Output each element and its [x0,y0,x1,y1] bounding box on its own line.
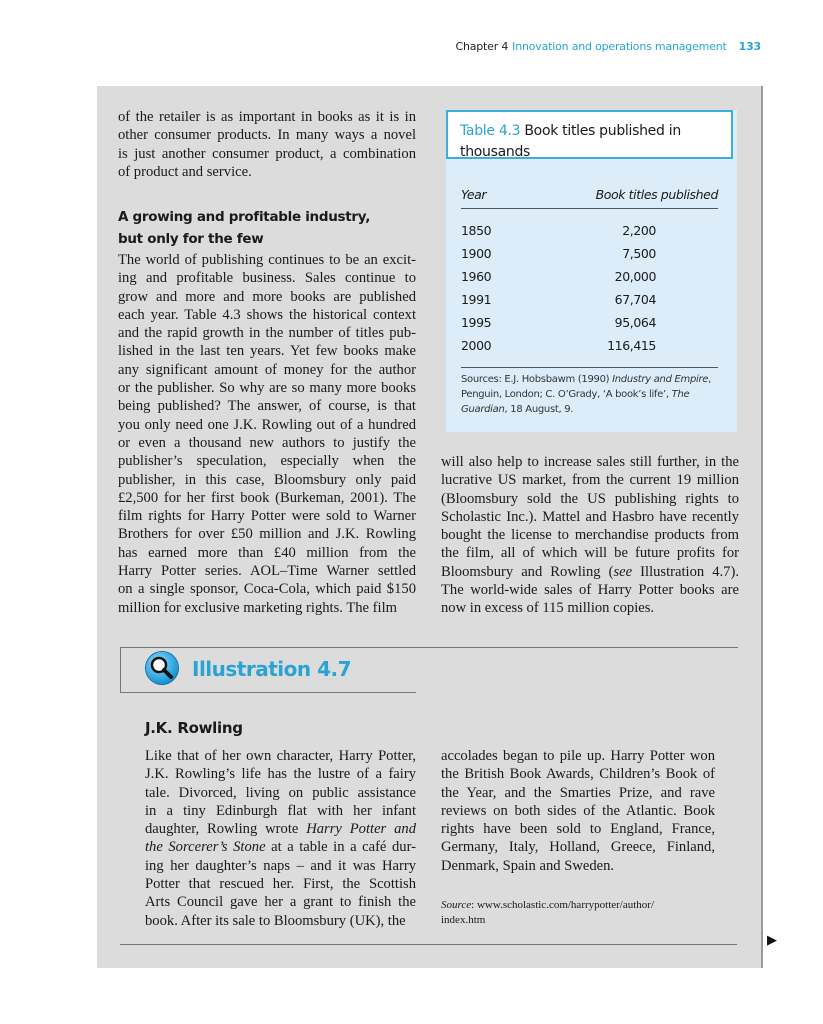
text-line: in a tiny Edinburgh flat with her infant [145,802,416,819]
year-cell: 1995 [461,315,492,330]
divider [120,944,737,945]
source-part: Industry and Empire [612,374,709,385]
year-cell: 1900 [461,246,492,261]
text-line: publisher, in this case, Bloomsbury only paid [118,471,416,488]
divider [461,367,718,368]
text-line: and the rapid growth in the number of titles pub- [118,325,416,342]
text-line: the Sorcerer’s Stone at a table in a café dur- [145,839,416,856]
illustration-label: Illustration 4.7 [192,657,352,681]
table-row [461,315,656,330]
text-line: £2,500 for her first book (Burkeman, 2001). The [118,489,416,506]
text-line: Brothers for over £50 million and J.K. Rowling [118,526,416,543]
text-line: other consumer products. In many ways a novel [118,127,416,144]
text-line: or the publisher. So why are so many more books [118,380,416,397]
text-line: lucrative US market, from the current 19 million [441,472,739,489]
table-title: Book titles published in thousands [460,123,681,160]
text-line: is just another consumer product, a combination [118,145,416,162]
text-line: Bloomsbury and Rowling (see Illustration 4.7). [441,563,739,580]
year-cell: 1850 [461,223,492,238]
value-cell: 67,704 [614,292,656,307]
value-cell: 2,200 [622,223,656,238]
source-label: Source [441,899,472,911]
source-url: : www.scholastic.com/harrypotter/author/ [471,899,655,911]
text-line: tale. Divorced, living on public assistance [145,784,416,801]
triangle-right-icon[interactable]: ▶ [767,932,777,947]
text-line: Potter that rescued her. First, the Scottish [145,876,416,893]
year-cell: 1960 [461,269,492,284]
text-line: film rights for Harry Potter were sold to Warner [118,508,416,525]
intro-paragraph [118,108,416,181]
source-part: , 18 August, 9. [504,404,574,415]
heading-line: A growing and profitable industry, [118,209,371,225]
text-line: now in excess of 115 million copies. [441,600,655,617]
value-cell: 95,064 [614,315,656,330]
table-sources [461,372,726,417]
divider [461,208,718,209]
text-line: reviews on both sides of the Atlantic. Book [441,802,715,819]
value-cell: 116,415 [607,338,656,353]
table-row [461,223,656,238]
table-row [461,269,656,284]
table-caption [446,110,733,159]
text-line: the film, all of which will be future profits for [441,545,739,562]
year-cell: 2000 [461,338,492,353]
text-line: daughter, Rowling wrote Harry Potter and [145,821,416,838]
magnifier-icon [146,652,178,684]
text-line: bought the license to merchandise products from [441,527,739,544]
text-line: rights have been sold to England, France, [441,821,715,838]
text-line: each year. Table 4.3 shows the historical context [118,306,416,323]
text-line: of product and service. [118,163,252,180]
text-line: Harry Potter series. AOL–Time Warner settled [118,563,416,580]
table-row [461,246,656,261]
text-line: being published? The answer, of course, is that [118,398,416,415]
text-line: or even a thousand new authors to justify the [118,434,416,451]
text-line: million for exclusive marketing rights. The film [118,599,397,616]
illustration-right-column [441,747,715,875]
text-line: grow and more and more books are published [118,288,416,305]
text-line: J.K. Rowling’s life has the lustre of a fairy [145,766,416,783]
text-line: (Bloomsbury sold the US publishing rights to [441,490,739,507]
text-line: you only need one J.K. Rowling out of a hundred [118,416,416,433]
body-right-column [441,453,739,618]
running-header [455,40,761,53]
text-line: Scholastic Inc.). Mattel and Hasbro have recently [441,508,739,525]
year-cell: 1991 [461,292,492,307]
text-line: ing and profitable business. Sales continue to [118,270,416,287]
text-line: on a single sponsor, Coca-Cola, which paid $150 [118,581,416,598]
column-header-year: Year [461,187,487,202]
heading-line: but only for the few [118,231,264,247]
text-line: the British Book Awards, Children’s Book of [441,766,715,783]
source-part: The Guardian [461,389,690,415]
chapter-label: Chapter 4 [455,40,509,53]
text-line: will also help to increase sales still further, in the [441,454,739,470]
illustration-left-column [145,747,416,930]
divider [120,692,416,693]
table-number: Table 4.3 [460,123,521,139]
text-line: lished in the last ten years. Yet few books make [118,343,416,360]
text-line: Arts Council gave her a grant to finish the [145,894,416,911]
column-header-titles: Book titles published [595,187,718,202]
text-line: The world of publishing continues to be an excit- [118,252,416,268]
text-line: The world-wide sales of Harry Potter books are [441,582,739,599]
text-line: the Year, and the Smarties Prize, and rave [441,784,715,801]
source-url-cont: index.htm [441,914,486,926]
text-line: Denmark, Spain and Sweden. [441,857,615,874]
source-part: , Penguin, London; C. O’Grady, ‘A book’s life’, [461,374,712,400]
body-left-column [118,251,416,617]
chapter-title: Innovation and operations management [512,40,727,53]
text-line: any significant amount of money for the author [118,361,416,378]
table-row [461,292,656,307]
text-line: of the retailer is as important in books as it is in [118,109,416,125]
text-line: has earned more than £40 million from the [118,544,416,561]
text-line: ing her daughter’s naps – and it was Harry [145,857,416,874]
text-line: publisher’s speculation, especially when the [118,453,416,470]
source-part: Sources: E.J. Hobsbawm (1990) [461,374,613,385]
text-line: accolades began to pile up. Harry Potter won [441,748,715,764]
value-cell: 20,000 [614,269,656,284]
text-line: book. After its sale to Bloomsbury (UK), the [145,912,406,929]
text-line: Germany, Italy, Holland, Greece, Finland, [441,839,715,856]
illustration-source [441,898,654,928]
section-heading [118,206,370,250]
table-4-3 [446,110,737,432]
page-number: 133 [738,40,761,53]
table-row [461,338,656,353]
value-cell: 7,500 [622,246,656,261]
illustration-title: J.K. Rowling [145,719,243,737]
text-line: Like that of her own character, Harry Potter, [145,748,416,764]
